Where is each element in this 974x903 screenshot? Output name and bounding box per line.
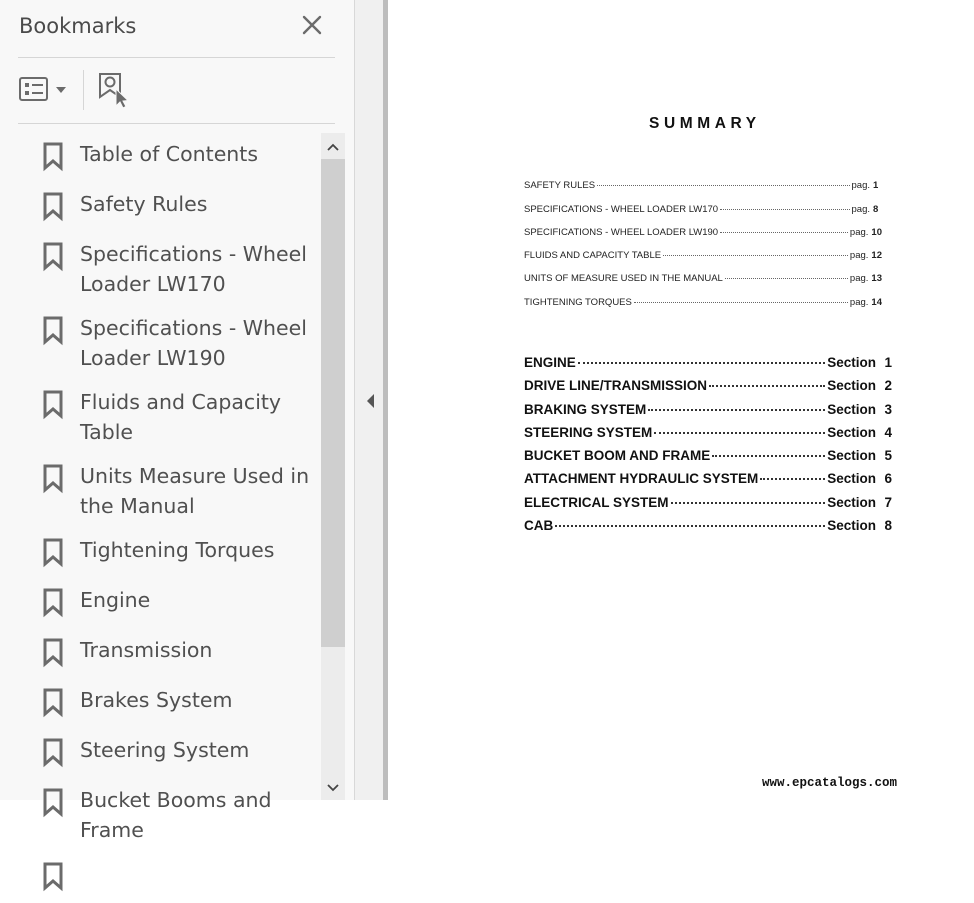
divider: [18, 123, 335, 124]
toc-row: [524, 204, 882, 215]
leader-dots: [709, 385, 825, 387]
bookmark-list: [18, 133, 321, 842]
leader-dots: [720, 232, 848, 233]
section-row: [524, 448, 892, 463]
bookmark-icon: [42, 239, 68, 275]
section-number: 6: [884, 471, 892, 486]
section-word: Section: [827, 471, 876, 486]
section-number: 1: [884, 355, 892, 370]
leader-dots: [725, 278, 848, 279]
bookmark-item[interactable]: [18, 529, 321, 579]
toc-label: UNITS OF MEASURE USED IN THE MANUAL: [524, 273, 723, 284]
scroll-up-button[interactable]: [321, 135, 345, 159]
bookmark-icon: [42, 189, 68, 225]
toc-page-number: 13: [871, 273, 882, 284]
collapse-panel-button[interactable]: [364, 391, 376, 411]
section-label: ELECTRICAL SYSTEM: [524, 495, 669, 510]
pag-label: pag.: [849, 227, 869, 238]
bookmark-options-button[interactable]: [17, 72, 71, 106]
close-panel-button[interactable]: [298, 11, 326, 39]
leader-dots: [654, 432, 825, 434]
toc-page-number: 1: [873, 180, 879, 191]
bookmark-item[interactable]: [18, 779, 321, 853]
bookmark-label: Tightening Torques: [80, 538, 275, 562]
toc-label: SPECIFICATIONS - WHEEL LOADER LW190: [524, 227, 719, 238]
bookmark-icon: [42, 585, 68, 621]
bookmark-label: Specifications - Wheel Loader LW170: [80, 242, 307, 296]
section-word: Section: [827, 355, 876, 370]
bookmark-label: Brakes System: [80, 688, 233, 712]
pag-label: pag.: [849, 273, 869, 284]
bookmark-item-partial[interactable]: [18, 853, 321, 903]
bookmark-icon: [42, 635, 68, 671]
new-bookmark-icon: [95, 71, 133, 109]
leader-dots: [578, 362, 825, 364]
bookmark-item[interactable]: [18, 579, 321, 629]
divider: [18, 57, 335, 58]
leader-dots: [555, 525, 825, 527]
pag-label: pag.: [851, 180, 870, 191]
bookmark-icon: [42, 461, 68, 497]
toc-row: [524, 297, 882, 308]
bookmark-item[interactable]: [18, 679, 321, 729]
bookmark-item[interactable]: [18, 133, 321, 183]
section-word: Section: [827, 518, 876, 533]
document-title: SUMMARY: [649, 115, 761, 132]
pag-label: pag.: [851, 204, 870, 215]
section-label: ENGINE: [524, 355, 576, 370]
bookmark-label: Bucket Booms and Frame: [80, 788, 272, 842]
section-number: 5: [884, 448, 892, 463]
bookmark-icon: [42, 139, 68, 175]
bookmark-item[interactable]: [18, 455, 321, 529]
toc-page-number: 8: [873, 204, 879, 215]
toc-page-number: 12: [871, 250, 882, 261]
section-row: [524, 518, 892, 533]
section-row: [524, 402, 892, 417]
footer-url: www.epcatalogs.com: [762, 776, 898, 790]
section-word: Section: [827, 448, 876, 463]
section-label: ATTACHMENT HYDRAULIC SYSTEM: [524, 471, 759, 486]
bookmark-icon: [42, 387, 68, 423]
chevron-up-icon: [321, 135, 345, 159]
toolbar-separator: [83, 70, 84, 110]
section-number: 8: [884, 518, 892, 533]
section-label: STEERING SYSTEM: [524, 425, 653, 440]
section-word: Section: [827, 495, 876, 510]
toc-page-number: 14: [871, 297, 882, 308]
toc-label: FLUIDS AND CAPACITY TABLE: [524, 250, 662, 261]
bookmark-scrollbar[interactable]: [321, 133, 345, 800]
collapse-left-icon: [364, 391, 376, 411]
bookmark-icon: [42, 859, 68, 895]
leader-dots: [712, 455, 825, 457]
section-row: [524, 471, 892, 486]
toc-label: TIGHTENING TORQUES: [524, 297, 632, 308]
section-row: [524, 378, 892, 393]
section-row: [524, 425, 892, 440]
section-number: 3: [884, 402, 892, 417]
section-label: BRAKING SYSTEM: [524, 402, 647, 417]
chevron-down-icon: [321, 776, 345, 800]
section-row: [524, 355, 892, 370]
bookmark-label: Engine: [80, 588, 151, 612]
toc-row: [524, 180, 882, 191]
list-options-icon: [17, 72, 71, 106]
leader-dots: [720, 209, 849, 210]
bookmark-item[interactable]: [18, 233, 321, 307]
toc-row: [524, 250, 882, 261]
leader-dots: [671, 502, 826, 504]
toc-label: SPECIFICATIONS - WHEEL LOADER LW170: [524, 204, 719, 215]
section-number: 7: [884, 495, 892, 510]
bookmark-label: Transmission: [80, 638, 213, 662]
section-label: CAB: [524, 518, 554, 533]
bookmark-item[interactable]: [18, 307, 321, 381]
section-word: Section: [827, 425, 876, 440]
bookmark-icon: [42, 313, 68, 349]
scroll-thumb[interactable]: [321, 159, 345, 647]
scroll-down-button[interactable]: [321, 776, 345, 800]
bookmark-icon: [42, 685, 68, 721]
bookmark-label: Specifications - Wheel Loader LW190: [80, 316, 307, 370]
close-icon: [298, 11, 326, 39]
bookmark-label: Fluids and Capacity Table: [80, 390, 282, 444]
leader-dots: [597, 185, 849, 186]
bookmark-item[interactable]: [18, 381, 321, 455]
bookmark-label: Table of Contents: [80, 142, 259, 166]
section-row: [524, 495, 892, 510]
leader-dots: [663, 255, 848, 256]
panel-title: Bookmarks: [19, 14, 137, 38]
section-number: 4: [884, 425, 892, 440]
bookmark-label: Safety Rules: [80, 192, 208, 216]
section-label: BUCKET BOOM AND FRAME: [524, 448, 711, 463]
new-bookmark-button[interactable]: [95, 71, 133, 109]
section-number: 2: [884, 378, 892, 393]
section-word: Section: [827, 378, 876, 393]
bookmark-item[interactable]: [18, 729, 321, 779]
toc-page-number: 10: [871, 227, 882, 238]
bookmarks-panel: [0, 0, 355, 842]
leader-dots: [634, 302, 848, 303]
bookmark-item[interactable]: [18, 629, 321, 679]
bookmark-item[interactable]: [18, 183, 321, 233]
section-word: Section: [827, 402, 876, 417]
toc-row: [524, 227, 882, 238]
bookmark-icon: [42, 735, 68, 771]
pag-label: pag.: [849, 250, 869, 261]
bookmark-icon: [42, 535, 68, 571]
leader-dots: [648, 409, 825, 411]
toc-label: SAFETY RULES: [524, 180, 596, 191]
bookmark-label: Units Measure Used in the Manual: [80, 464, 310, 518]
bookmark-label: Steering System: [80, 738, 250, 762]
pag-label: pag.: [849, 297, 869, 308]
bookmark-icon: [42, 785, 68, 821]
toc-row: [524, 273, 882, 284]
section-label: DRIVE LINE/TRANSMISSION: [524, 378, 708, 393]
leader-dots: [760, 478, 825, 480]
